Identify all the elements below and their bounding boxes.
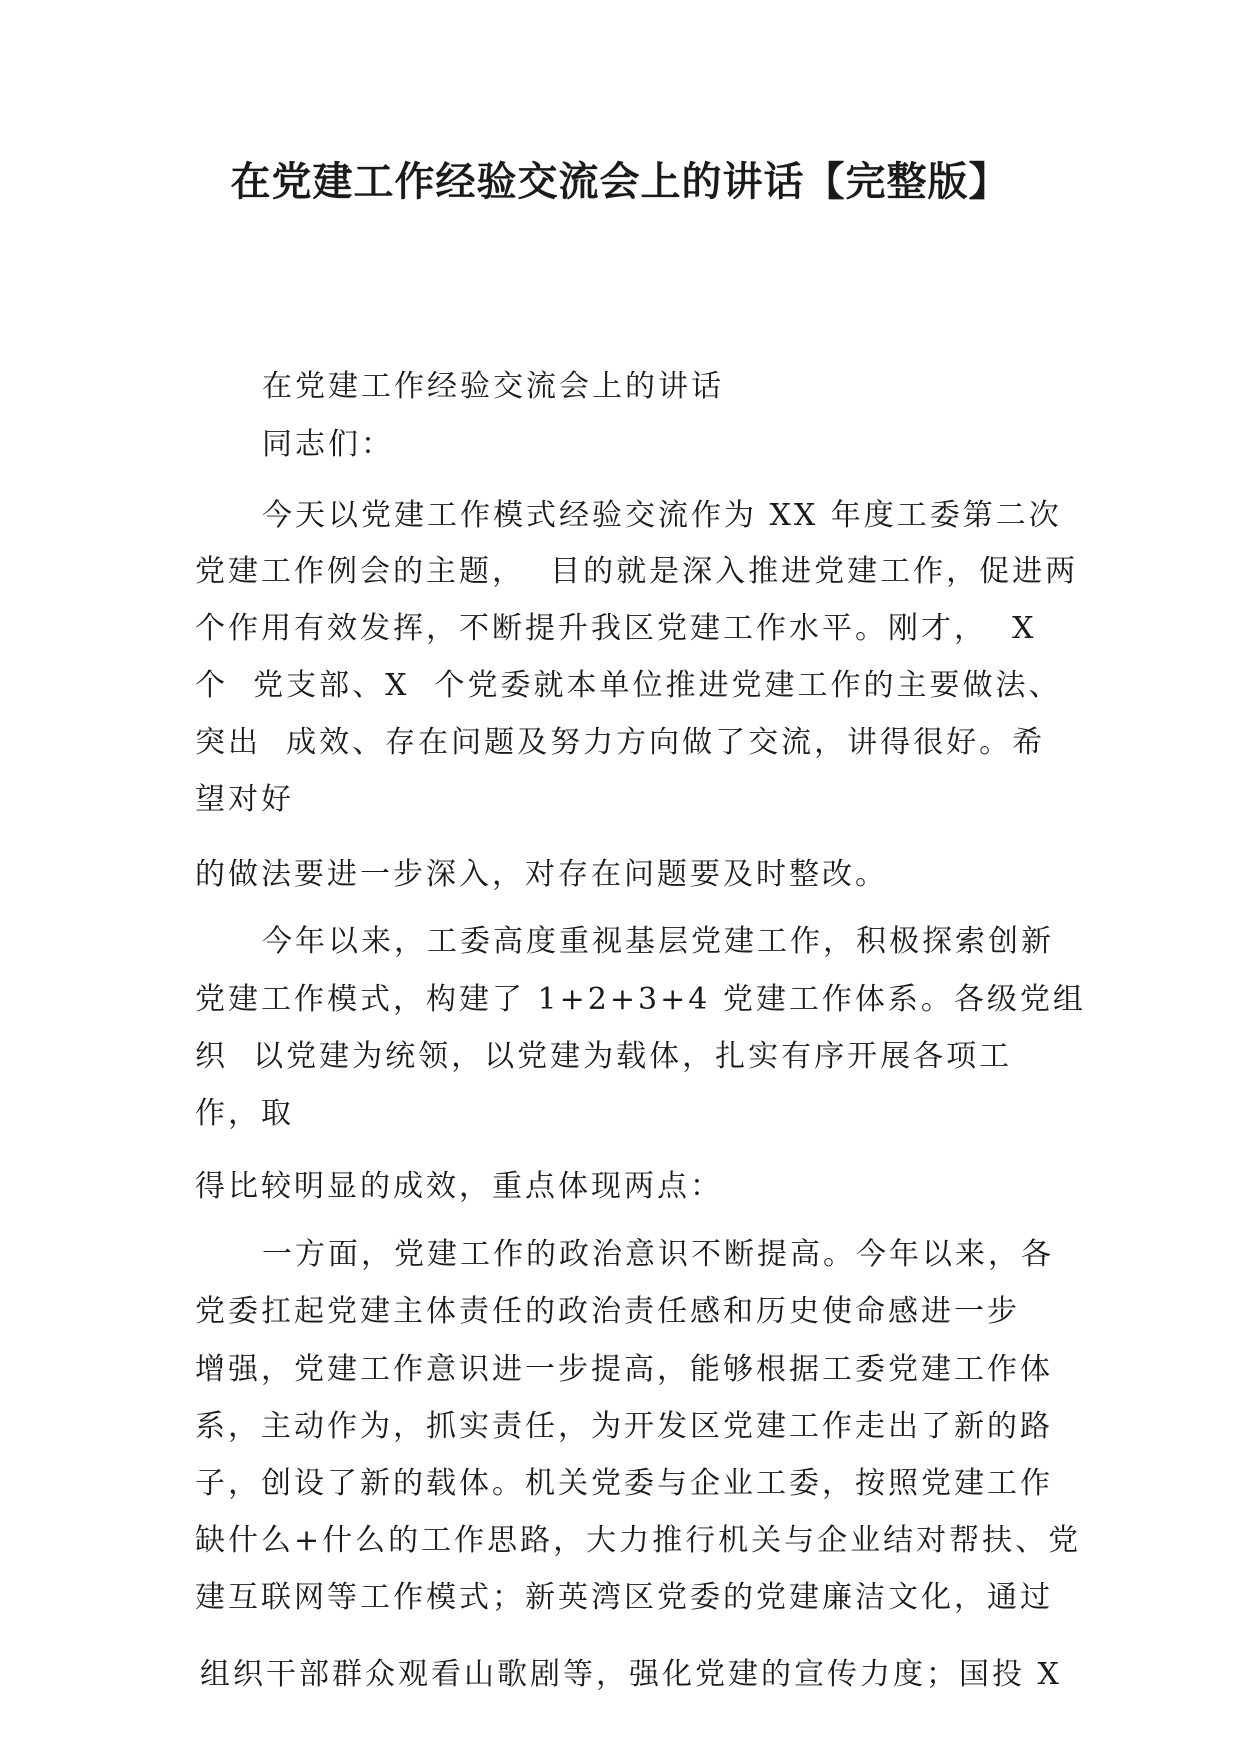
body-line: 缺什么+什么的工作思路，大力推行机关与企业结对帮扶、党 (195, 1523, 1082, 1558)
body-line: 子，创设了新的载体。机关党委与企业工委，按照党建工作 (195, 1466, 1053, 1501)
body-line: 得比较明显的成效，重点体现两点： (195, 1169, 723, 1204)
document-title: 在党建工作经验交流会上的讲话【完整版】 (230, 159, 1010, 205)
body-line: 同志们： (262, 427, 394, 462)
body-line: 组织干部群众观看山歌剧等，强化党建的宣传力度；国投 X (200, 1657, 1062, 1692)
body-line: 的做法要进一步深入，对存在问题要及时整改。 (195, 857, 888, 892)
body-line: 建互联网等工作模式；新英湾区党委的党建廉洁文化，通过 (195, 1580, 1053, 1615)
body-line: 突出 成效、存在问题及努力方向做了交流，讲得很好。希 (195, 725, 1046, 760)
body-line: 在党建工作经验交流会上的讲话 (262, 369, 724, 404)
body-line: 今天以党建工作模式经验交流作为 XX 年度工委第二次 (262, 498, 1062, 533)
body-line: 织 以党建为统领，以党建为载体，扎实有序开展各项工 (195, 1039, 1013, 1074)
body-line: 系，主动作为，抓实责任，为开发区党建工作走出了新的路 (195, 1409, 1053, 1444)
body-line: 个作用有效发挥，不断提升我区党建工作水平。刚才， X (195, 611, 1037, 646)
body-line: 一方面，党建工作的政治意识不断提高。今年以来，各 (262, 1237, 1054, 1272)
body-line: 作，取 (195, 1096, 294, 1131)
body-line: 望对好 (195, 782, 294, 817)
body-line: 党建工作模式，构建了 1+2+3+4 党建工作体系。各级党组 (195, 982, 1086, 1017)
body-line: 今年以来，工委高度重视基层党建工作，积极探索创新 (262, 924, 1054, 959)
body-line: 增强，党建工作意识进一步提高，能够根据工委党建工作体 (195, 1352, 1053, 1387)
body-line: 党建工作例会的主题， 目的就是深入推进党建工作，促进两 (195, 554, 1079, 589)
body-line: 党委扛起党建主体责任的政治责任感和历史使命感进一步 (195, 1294, 1020, 1329)
body-line: 个 党支部、X 个党委就本单位推进党建工作的主要做法、 (195, 668, 1062, 703)
